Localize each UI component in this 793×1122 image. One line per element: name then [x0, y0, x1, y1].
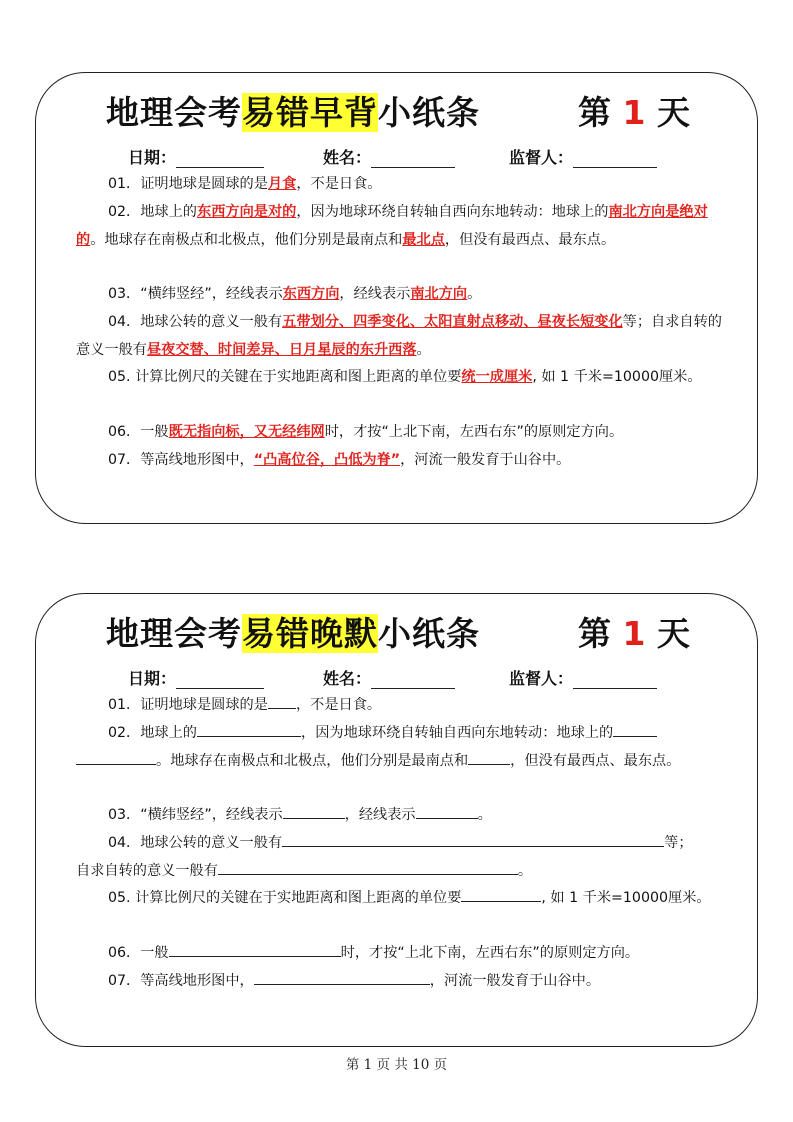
- text: 05. 计算比例尺的关键在于实地距离和图上距离的单位要: [108, 890, 462, 906]
- blank-field[interactable]: [169, 942, 341, 957]
- meta-row: [36, 145, 757, 171]
- meta-row: [36, 666, 757, 692]
- blank-field[interactable]: [416, 804, 478, 819]
- answer: 统一成厘米: [461, 369, 533, 385]
- answer: 既无指向标，又无经纬网: [168, 424, 325, 440]
- day-counter: [578, 87, 690, 134]
- text: ，但没有最西点、最东点。: [510, 752, 681, 769]
- answer: 东西方向: [282, 286, 340, 302]
- title-part: 小纸条: [378, 93, 480, 132]
- question-04: [76, 309, 722, 364]
- text: 。: [416, 341, 431, 358]
- supervisor-field[interactable]: [573, 151, 657, 168]
- blank-field[interactable]: [197, 722, 301, 737]
- text: 04．地球公转的意义一般有: [108, 314, 283, 330]
- text: ，因为地球环绕自转轴自西向东地转动：地球上的: [296, 204, 609, 220]
- text: 等；自求自转的意义一般有: [76, 314, 722, 358]
- date-field[interactable]: [176, 151, 264, 168]
- blank-field[interactable]: [461, 887, 541, 902]
- text: 05. 计算比例尺的关键在于实地距离和图上距离的单位要: [108, 369, 462, 385]
- day-number: 1: [622, 93, 646, 132]
- answer: “凸高位谷，凸低为脊”: [253, 452, 401, 468]
- text: 07．等高线地形图中，: [108, 452, 254, 468]
- blank-field[interactable]: [254, 970, 430, 985]
- supervisor-label: 监督人：: [509, 669, 574, 688]
- question-05: [76, 885, 722, 913]
- answer: 昼夜交替、时间差异、日月星辰的东升西落: [146, 341, 417, 358]
- text: 02．地球上的: [108, 725, 197, 741]
- day-number: 1: [622, 614, 646, 653]
- text: 03．“横纬竖经”，经线表示: [108, 286, 283, 302]
- evening-title: [106, 608, 480, 655]
- text: ，因为地球环绕自转轴自西向东地转动：地球上的: [301, 725, 614, 741]
- question-02: [76, 199, 722, 254]
- text: ，河流一般发育于山谷中。: [429, 973, 601, 989]
- text: ，经线表示: [344, 807, 416, 823]
- title-highlight: 易错晚默: [242, 614, 378, 653]
- text: 07．等高线地形图中，: [108, 973, 254, 989]
- morning-title: [106, 87, 480, 134]
- text: 01．证明地球是圆球的是: [108, 697, 268, 713]
- date-field[interactable]: [176, 672, 264, 689]
- text: 06．一般: [108, 424, 169, 440]
- title-part: 小纸条: [378, 614, 480, 653]
- question-06: [76, 940, 722, 968]
- text: , 如 1 千米=10000厘米。: [532, 369, 702, 385]
- text: ，不是日食。: [296, 176, 382, 192]
- question-01: [76, 171, 722, 199]
- blank-field[interactable]: [76, 750, 156, 765]
- question-02: [76, 720, 722, 775]
- text: 。: [517, 862, 533, 879]
- answer: 五带划分、四季变化、太阳直射点移动、昼夜长短变化: [282, 314, 623, 330]
- name-label: 姓名：: [323, 669, 372, 688]
- blank-field[interactable]: [613, 722, 657, 737]
- title-part: 地理会考: [106, 93, 242, 132]
- day-pre: 第: [578, 93, 623, 132]
- day-pre: 第: [578, 614, 623, 653]
- text: 03．“横纬竖经”，经线表示: [108, 807, 283, 823]
- text: ，经线表示: [339, 286, 411, 302]
- day-counter: [578, 608, 690, 655]
- question-01: [76, 692, 722, 720]
- name-label: 姓名：: [323, 148, 372, 167]
- text: 。地球存在南极点和北极点，他们分别是最南点和: [156, 752, 469, 769]
- question-03: [76, 802, 722, 830]
- title-part: 地理会考: [106, 614, 242, 653]
- title-highlight: 易错早背: [242, 93, 378, 132]
- answer: 南北方向是绝对的: [76, 204, 708, 248]
- day-post: 天: [645, 614, 690, 653]
- question-06: [76, 419, 722, 447]
- blank-field[interactable]: [468, 750, 510, 765]
- question-03: [76, 281, 722, 309]
- answer: 月食: [267, 176, 297, 192]
- answer: 南北方向: [410, 286, 468, 302]
- text: , 如 1 千米=10000厘米。: [541, 890, 711, 906]
- question-05: [76, 364, 722, 392]
- day-post: 天: [645, 93, 690, 132]
- text: ，但没有最西点、最东点。: [444, 231, 616, 248]
- evening-card: [35, 593, 758, 1047]
- answer: 东西方向是对的: [197, 204, 297, 220]
- answer: 最北点: [402, 231, 445, 248]
- blank-field[interactable]: [268, 694, 296, 709]
- text: ，不是日食。: [295, 697, 382, 713]
- morning-card: [35, 72, 758, 524]
- text: 02．地球上的: [108, 204, 197, 220]
- supervisor-field[interactable]: [573, 672, 657, 689]
- text: 时，才按“上北下南，左西右东”的原则定方向。: [340, 945, 640, 961]
- text: 04．地球公转的意义一般有: [108, 835, 283, 851]
- text: 自求自转的意义一般有: [76, 862, 218, 879]
- text: 01．证明地球是圆球的是: [108, 176, 268, 192]
- text: 时，才按“上北下南，左西右东”的原则定方向。: [324, 424, 624, 440]
- question-07: [76, 968, 722, 996]
- blank-field[interactable]: [283, 804, 345, 819]
- name-field[interactable]: [371, 672, 455, 689]
- text: 。: [477, 807, 492, 823]
- date-label: 日期：: [128, 148, 177, 167]
- date-label: 日期：: [128, 669, 177, 688]
- question-04: [76, 830, 722, 885]
- blank-field[interactable]: [282, 832, 664, 847]
- page-footer: 第 1 页 共 10 页: [345, 1057, 448, 1073]
- text: 。地球存在南极点和北极点，他们分别是最南点和: [90, 231, 403, 248]
- supervisor-label: 监督人：: [509, 148, 574, 167]
- question-07: [76, 447, 722, 475]
- blank-field[interactable]: [218, 860, 518, 875]
- text: 。: [467, 286, 482, 302]
- text: ，河流一般发育于山谷中。: [400, 452, 571, 468]
- text: 06．一般: [108, 945, 169, 961]
- text: 等；: [664, 835, 693, 851]
- name-field[interactable]: [371, 151, 455, 168]
